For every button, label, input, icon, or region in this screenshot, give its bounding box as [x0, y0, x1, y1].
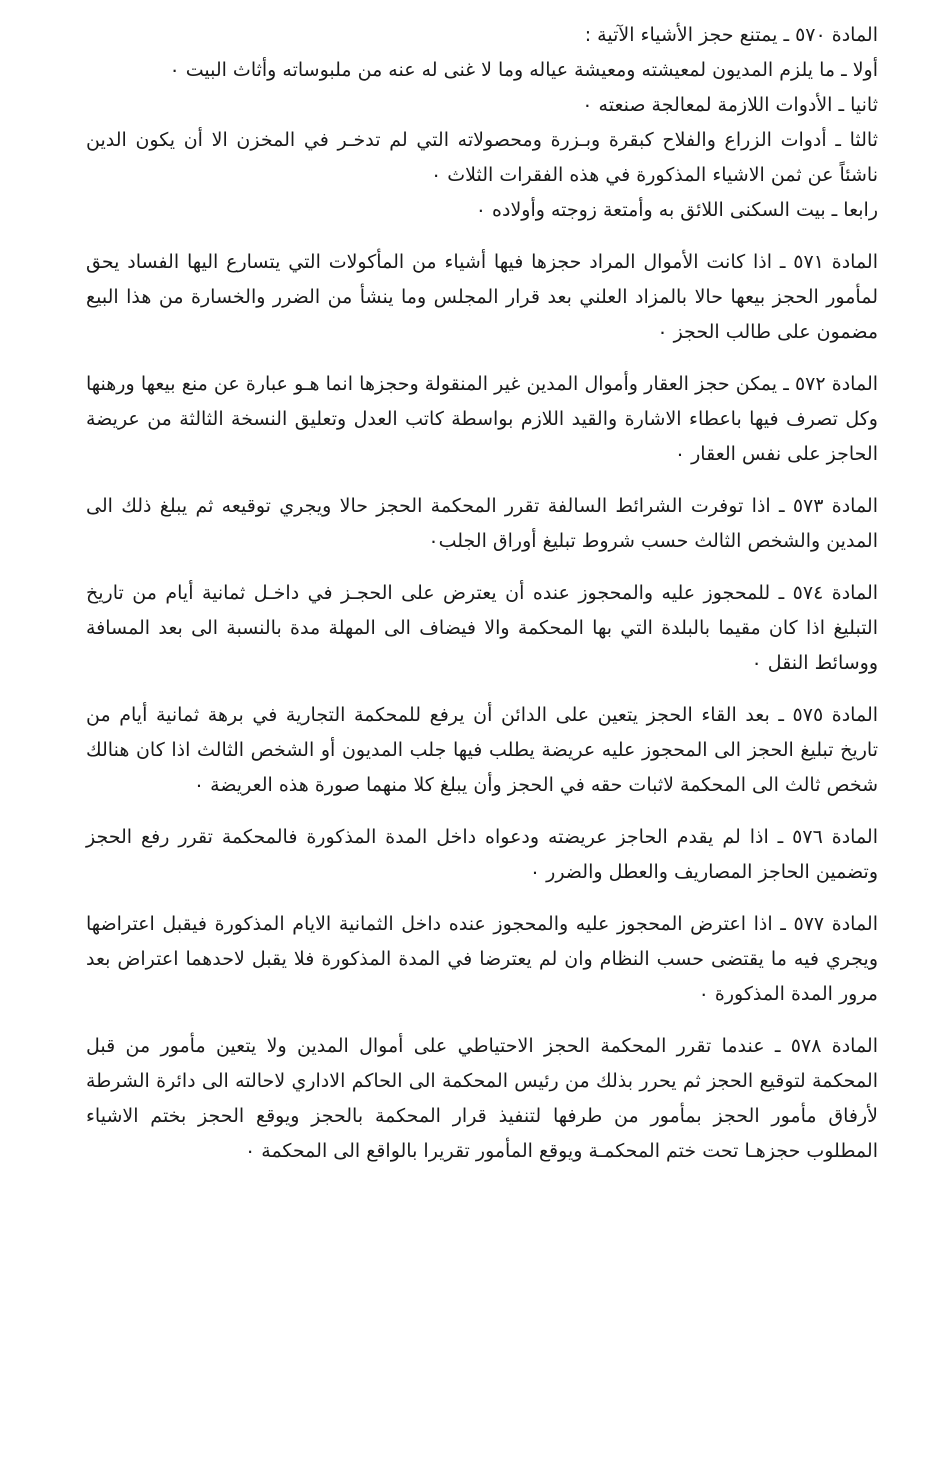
article-576-text: المادة ٥٧٦ ـ اذا لم يقدم الحاجز عريضته ودعواه داخل المدة المذكورة فالمحكمة تقرر رفع الحجز وتضمين الحاجز المصاريف والعطل والضرر ٠: [86, 826, 878, 883]
article-573: [86, 489, 878, 559]
article-571-text: المادة ٥٧١ ـ اذا كانت الأموال المراد حجزها فيها أشياء من المأكولات التي يتسارع اليها الفساد يحق لمأمور الحجز بيعها حالا بالمزاد العلني بعد قرار المجلس وما ينشأ من الضرر والخسارة من هذا البيع مضمون على طالب الحجز ٠: [86, 251, 878, 343]
article-577: [86, 907, 878, 1012]
article-572-text: المادة ٥٧٢ ـ يمكن حجز العقار وأموال المدين غير المنقولة وحجزها انما هـو عبارة عن منع بيعها ورهنها وكل تصرف فيها باعطاء الاشارة والقيد اللازم بواسطة كاتب العدل وتعليق النسخة الثالثة من عريضة الحاجز على نفس العقار ٠: [86, 373, 879, 465]
article-572: [86, 367, 878, 472]
article-577-text: المادة ٥٧٧ ـ اذا اعترض المحجوز عليه والمحجوز عنده داخل الثمانية الايام المذكورة فيقبل اعتراضها ويجري فيه ما يقتضى حسب النظام وان لم يعترضا في المدة المذكورة فلا يقبل لاحدهما اعتراض بعد مرور المدة المذكورة ٠: [86, 913, 879, 1005]
article-570-item-4: رابعا ـ بيت السكنى اللائق به وأمتعة زوجته وأولاده ٠: [475, 199, 878, 221]
article-578: [86, 1029, 878, 1169]
article-575: [86, 698, 878, 803]
article-575-text: المادة ٥٧٥ ـ بعد القاء الحجز يتعين على الدائن أن يرفع للمحكمة التجارية في برهة ثمانية أيام من تاريخ تبليغ الحجز الى المحجوز عليه عريضة يطلب فيها جلب المديون أو الشخص الثالث اذا كان هنالك شخص ثالث الى المحكمة لاثبات حقه في الحجز وأن يبلغ كلا منهما صورة هذه العريضة ٠: [86, 704, 879, 796]
document-page: [86, 18, 878, 1186]
article-570-item-2: ثانيا ـ الأدوات اللازمة لمعالجة صنعته ٠: [582, 94, 878, 116]
article-574-text: المادة ٥٧٤ ـ للمحجوز عليه والمحجوز عنده أن يعترض على الحجـز في داخـل ثمانية أيام من تاريخ التبليغ اذا كان مقيما بالبلدة التي بها المحكمة والا فيضاف الى المهلة مدة بالنسبة الى بعد المسافة ووسائط النقل ٠: [86, 582, 879, 674]
article-571: [86, 245, 878, 350]
article-570-heading: المادة ٥٧٠ ـ يمتنع حجز الأشياء الآتية :: [584, 24, 878, 46]
article-574: [86, 576, 878, 681]
article-570: [86, 18, 878, 228]
article-573-text: المادة ٥٧٣ ـ اذا توفرت الشرائط السالفة تقرر المحكمة الحجز حالا ويجري توقيعه ثم يبلغ ذلك الى المدين والشخص الثالث حسب شروط تبليغ أوراق الجلب٠: [86, 495, 878, 552]
article-578-text: المادة ٥٧٨ ـ عندما تقرر المحكمة الحجز الاحتياطي على أموال المدين ولا يتعين مأمور من قبل المحكمة لتوقيع الحجز ثم يحرر بذلك من رئيس المحكمة الى الحاكم الاداري لاحالته الى دائرة الشرطة لأرفاق مأمور الحجز بمأمور من طرفها لتنفيذ قرار المحكمة بالحجز ويوقع الحجز بختم الاشياء المطلوب حجزهـا تحت ختم المحكمـة ويوقع المأمور تقريرا بالواقع الى المحكمة ٠: [86, 1035, 879, 1162]
article-576: [86, 820, 878, 890]
article-570-item-1: أولا ـ ما يلزم المديون لمعيشته ومعيشة عياله وما لا غنى له عنه من ملبوساته وأثاث البيت ٠: [169, 59, 878, 81]
article-570-item-3: ثالثا ـ أدوات الزراع والفلاح كبقرة وبـزرة ومحصولاته التي لم تدخـر في المخزن الا أن يكون الدين ناشئاً عن ثمن الاشياء المذكورة في هذه الفقرات الثلاث ٠: [86, 129, 878, 186]
